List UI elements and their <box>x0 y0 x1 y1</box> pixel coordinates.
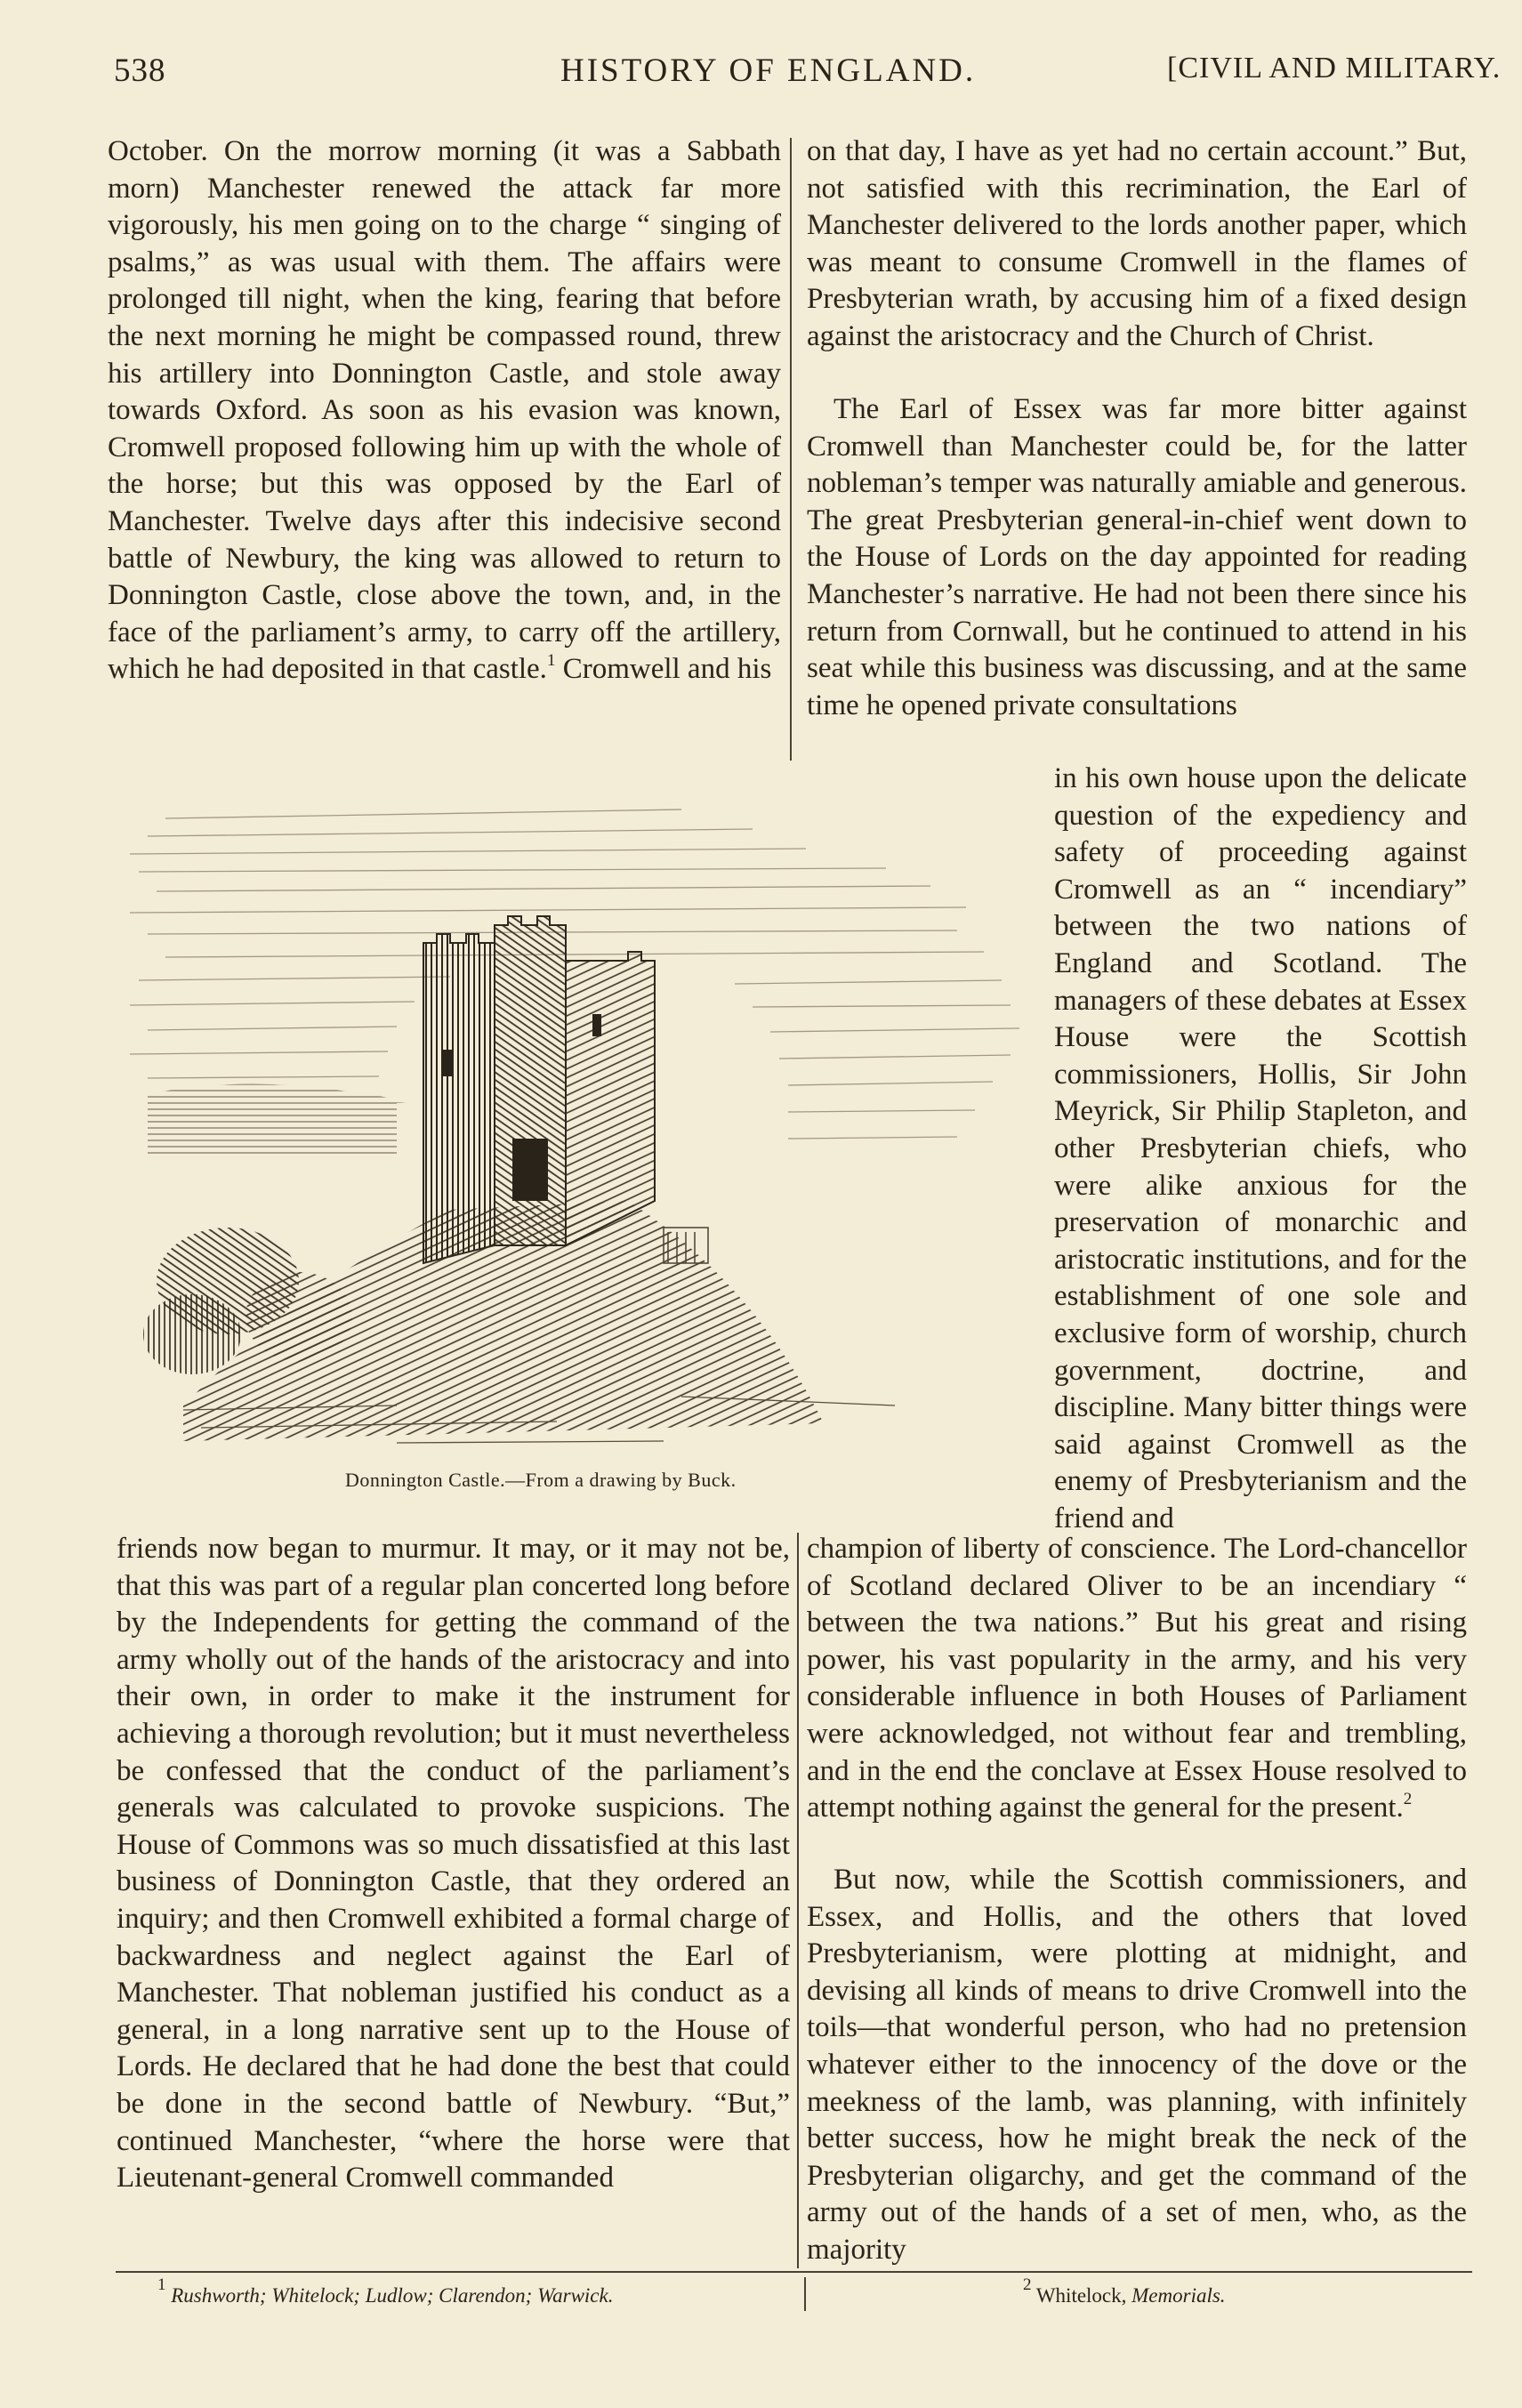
donnington-castle-engraving <box>130 783 1028 1459</box>
footnote-ref-1: 1 <box>546 651 556 671</box>
paragraph-certain-account: on that day, I have as yet had no certain account.” But, not satisfied with this recrimination, the Earl of Manchester delivered to the lords another paper, which was meant to consume Cromwell in the flames of Presbyterian wrath, by accusing him of a fixed design against the aristocracy and the Church of Christ. <box>807 135 1467 352</box>
footnote-ref-2: 2 <box>1403 1790 1413 1809</box>
distant-hills <box>148 1084 407 1156</box>
paragraph-essex-wrap: in his own house upon the delicate question of the expediency and safety of proceeding against Cromwell as an “ incendiary” between the two nations of England and Scotland. The managers of these debates at Essex House were the Scottish commissioners, Hollis, Sir John Meyrick, Sir Philip Stapleton, and other Presbyterian chiefs, who were alike anxious for the preservation of monarchic and aristocratic institutions, and for the establishment of one sole and exclusive form of worship, church government, doctrine, and discipline. Many bitter things were said against Cromwell as the enemy of Presbyterianism and the friend and <box>1054 762 1467 1534</box>
footnote-2: $^2$ Whitelock, Memorials. <box>1023 2275 1226 2307</box>
figure-caption: Donnington Castle.—From a drawing by Buck. <box>345 1469 737 1491</box>
footnote-1: $^1$ Rushworth; Whitelock; Ludlow; Clarendon; Warwick. <box>157 2275 614 2307</box>
running-section: [CIVIL AND MILITARY. <box>1167 52 1502 85</box>
footnote-divider <box>804 2277 806 2311</box>
castle-towers <box>423 916 655 1263</box>
column-divider-upper <box>790 138 792 761</box>
paragraph-but-now: But now, while the Scottish commissioners, and Essex, and Hollis, and the others that loved Presbyterianism, were plotting at midnight, and devising all kinds of means to drive Cromwell into the toils—that wonderful person, who had no pretension whatever either to the innocency of the dove or the meekness of the lamb, was planning, with infinitely better success, how he might break the neck of the Presbyterian oligarchy, and get the command of the army out of the hands of a set of men, who, as the majority <box>807 1864 1467 2266</box>
column-divider-lower <box>797 1533 799 2268</box>
page-number: 538 <box>114 52 166 89</box>
running-head <box>0 52 1522 114</box>
paragraph-october: October. On the morrow morning (it was a Sabbath morn) Manchester renewed the attack far more vigorously, his men going on to the charge “ singing of psalms,” as was usual with them. The affairs were prolonged till night, when the king, fearing that before the next morning he might be compassed round, threw his artillery into Donnington Castle, and stole away towards Oxford. As soon as his evasion was known, Cromwell proposed following him up with the whole of the horse; but this was opposed by the Earl of Manchester. Twelve days after this indecisive second battle of Newbury, the king was allowed to return to Donnington Castle, close above the town, and, in the face of the parliament’s army, to carry off the artillery, which he had deposited in that castle.$^1$ Cromwell and his <box>108 135 781 686</box>
footnote-rule <box>116 2271 1472 2273</box>
paragraph-champion-of-liberty: champion of liberty of conscience. The Lord-chancellor of Scotland declared Oliver to be an incendiary “ between the twa nations.” But his great and rising power, his vast popularity in the army, and his very considerable influence in both Houses of Parliament were acknowledged, not without fear and trembling, and in the end the conclave at Essex House resolved to attempt nothing against the general for the present.$^2$ <box>807 1533 1467 1824</box>
running-title: HISTORY OF ENGLAND. <box>560 52 977 89</box>
paragraph-friends-murmur: friends now began to murmur. It may, or it may not be, that this was part of a regular plan concerted long before by the Independents for getting the command of the army wholly out of the hands of the aristocracy and into their own, in order to make it the instrument for achieving a thorough revolution; but it must nevertheless be confessed that the conduct of the parliament’s generals was calculated to provoke suspicions. The House of Commons was so much dissatisfied at this last business of Donnington Castle, that they ordered an inquiry; and then Cromwell exhibited a formal charge of backwardness and neglect against the Earl of Manchester. That nobleman justified his conduct as a general, in a long narrative sent up to the House of Lords. He declared that he had done the best that could be done in the second battle of Newbury. “But,” continued Manchester, “where the horse were that Lieutenant-general Cromwell commanded <box>117 1533 790 2195</box>
paragraph-earl-of-essex: The Earl of Essex was far more bitter against Cromwell than Manchester could be, for the latter nobleman’s temper was naturally amiable and generous. The great Presbyterian general-in-chief went down to the House of Lords on the day appointed for reading Manchester’s narrative. He had not been there since his return from Cornwall, but he continued to attend in his seat while this business was discussing, and at the same time he opened private consultations <box>807 393 1467 721</box>
